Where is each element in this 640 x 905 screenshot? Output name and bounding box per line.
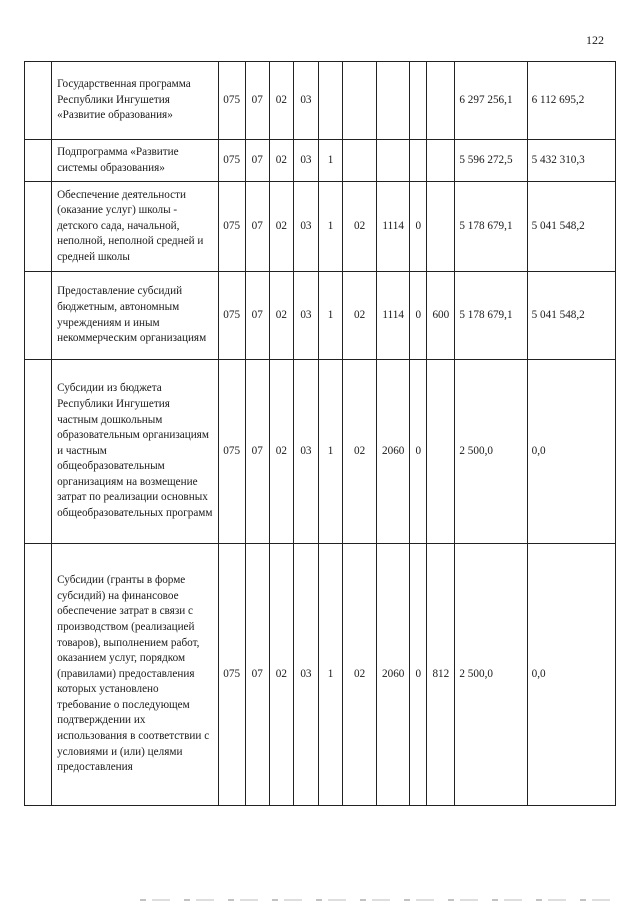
row-index-cell <box>25 272 52 360</box>
amount-cell-1: 5 178 679,1 <box>455 182 527 272</box>
code-cell: 03 <box>293 272 318 360</box>
code-cell: 07 <box>245 62 269 140</box>
code-cell: 02 <box>343 182 377 272</box>
row-index-cell <box>25 62 52 140</box>
code-cell: 2060 <box>377 544 410 806</box>
code-cell: 1114 <box>377 182 410 272</box>
amount-cell-2: 5 041 548,2 <box>527 272 615 360</box>
row-name: Субсидии из бюджета Республики Ингушетия частным дошкольным образовательным организациям и частным общеобразовательным организациям на возмещение затрат по реализации основных общеобразовательных программ <box>52 360 219 544</box>
row-index-cell <box>25 544 52 806</box>
amount-cell-1: 2 500,0 <box>455 544 527 806</box>
amount-cell-2: 5 041 548,2 <box>527 182 615 272</box>
code-cell: 03 <box>293 544 318 806</box>
code-cell <box>410 62 427 140</box>
code-cell: 075 <box>218 140 245 182</box>
code-cell <box>318 62 342 140</box>
table-row <box>25 140 616 182</box>
row-name: Субсидии (гранты в форме субсидий) на финансовое обеспечение затрат в связи с производством (реализацией товаров), выполнением работ, оказанием услуг, порядком (правилами) предоставления которых установлено требование о последующем подтверждении их использования в соответствии с условиями и (или) целями предоставления <box>52 544 219 806</box>
code-cell <box>377 140 410 182</box>
code-cell: 02 <box>343 360 377 544</box>
code-cell <box>343 140 377 182</box>
code-cell: 075 <box>218 62 245 140</box>
code-cell: 812 <box>427 544 455 806</box>
code-cell: 02 <box>269 360 293 544</box>
budget-table <box>24 61 616 806</box>
code-cell: 02 <box>343 544 377 806</box>
code-cell: 0 <box>410 360 427 544</box>
table-row <box>25 544 616 806</box>
code-cell <box>427 182 455 272</box>
code-cell <box>427 140 455 182</box>
code-cell: 1114 <box>377 272 410 360</box>
code-cell: 03 <box>293 182 318 272</box>
code-cell: 2060 <box>377 360 410 544</box>
code-cell: 02 <box>269 182 293 272</box>
scan-artifact <box>140 899 610 901</box>
code-cell: 02 <box>343 272 377 360</box>
amount-cell-1: 6 297 256,1 <box>455 62 527 140</box>
amount-cell-1: 5 596 272,5 <box>455 140 527 182</box>
code-cell: 02 <box>269 140 293 182</box>
code-cell <box>427 62 455 140</box>
code-cell: 03 <box>293 62 318 140</box>
code-cell: 07 <box>245 182 269 272</box>
code-cell: 02 <box>269 62 293 140</box>
code-cell: 0 <box>410 182 427 272</box>
row-index-cell <box>25 360 52 544</box>
code-cell: 03 <box>293 360 318 544</box>
code-cell: 03 <box>293 140 318 182</box>
code-cell <box>410 140 427 182</box>
amount-cell-2: 5 432 310,3 <box>527 140 615 182</box>
code-cell: 600 <box>427 272 455 360</box>
amount-cell-2: 6 112 695,2 <box>527 62 615 140</box>
row-index-cell <box>25 140 52 182</box>
code-cell <box>427 360 455 544</box>
row-name: Подпрограмма «Развитие системы образования» <box>52 140 219 182</box>
code-cell: 02 <box>269 544 293 806</box>
amount-cell-1: 5 178 679,1 <box>455 272 527 360</box>
amount-cell-2: 0,0 <box>527 360 615 544</box>
code-cell: 02 <box>269 272 293 360</box>
table-row <box>25 360 616 544</box>
table-row <box>25 182 616 272</box>
code-cell <box>343 62 377 140</box>
code-cell: 07 <box>245 544 269 806</box>
code-cell: 07 <box>245 360 269 544</box>
table-row <box>25 62 616 140</box>
code-cell: 1 <box>318 140 342 182</box>
row-name: Предоставление субсидий бюджетным, автономным учреждениям и иным некоммерческим организациям <box>52 272 219 360</box>
code-cell: 07 <box>245 140 269 182</box>
row-name: Государственная программа Республики Ингушетия «Развитие образования» <box>52 62 219 140</box>
code-cell: 1 <box>318 272 342 360</box>
code-cell: 1 <box>318 182 342 272</box>
code-cell: 0 <box>410 544 427 806</box>
row-index-cell <box>25 182 52 272</box>
code-cell: 1 <box>318 544 342 806</box>
code-cell: 075 <box>218 544 245 806</box>
code-cell: 1 <box>318 360 342 544</box>
code-cell: 075 <box>218 272 245 360</box>
amount-cell-2: 0,0 <box>527 544 615 806</box>
amount-cell-1: 2 500,0 <box>455 360 527 544</box>
code-cell: 07 <box>245 272 269 360</box>
code-cell <box>377 62 410 140</box>
table-row <box>25 272 616 360</box>
code-cell: 075 <box>218 182 245 272</box>
page-number: 122 <box>586 33 604 47</box>
row-name: Обеспечение деятельности (оказание услуг) школы - детского сада, начальной, неполной, неполной средней и средней школы <box>52 182 219 272</box>
code-cell: 075 <box>218 360 245 544</box>
code-cell: 0 <box>410 272 427 360</box>
